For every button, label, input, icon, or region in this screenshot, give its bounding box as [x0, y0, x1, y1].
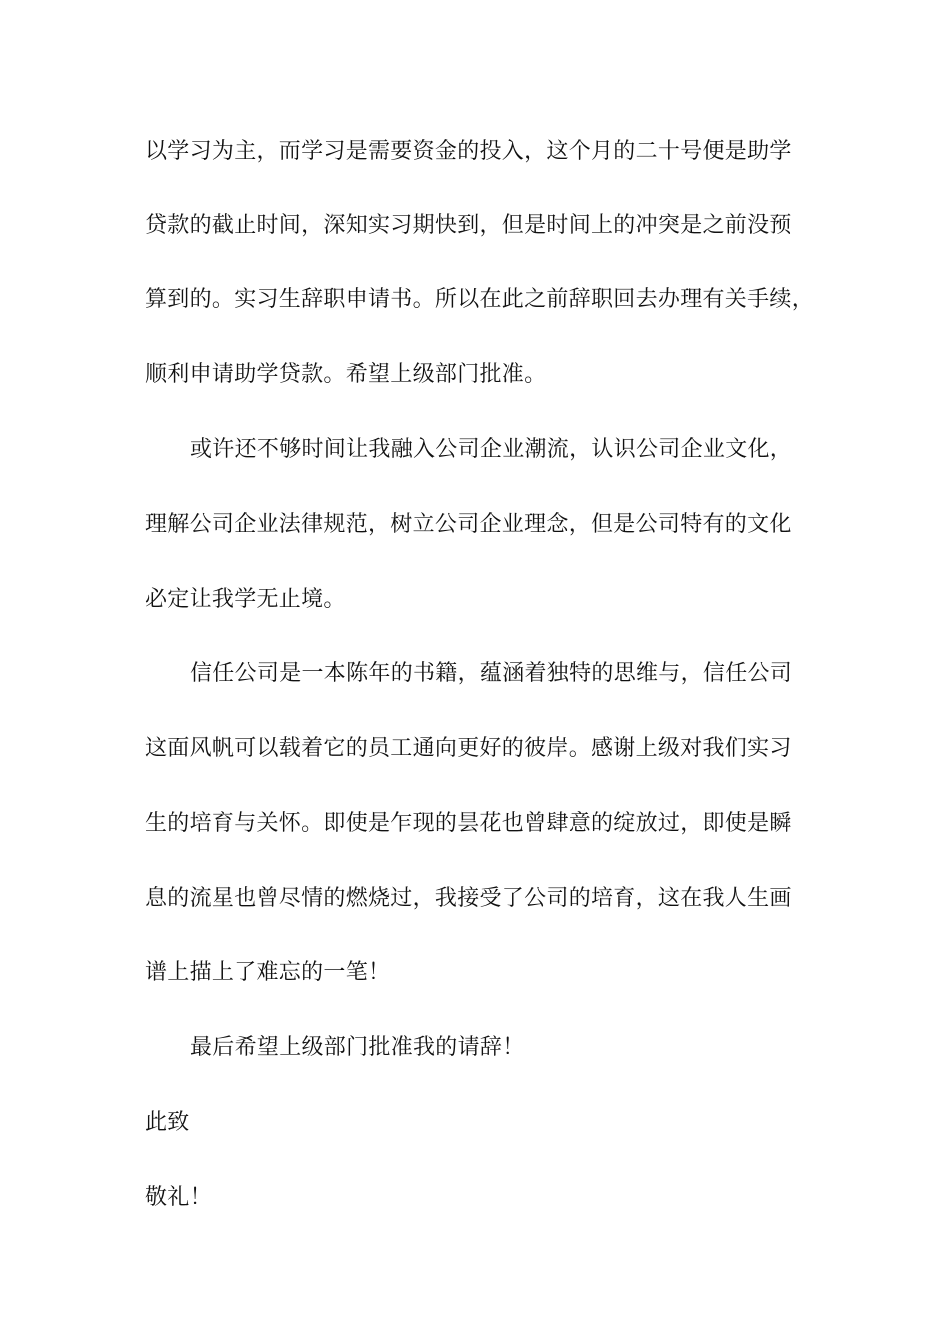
paragraph-2-line-1: 或许还不够时间让我融入公司企业潮流，认识公司企业文化， — [190, 437, 793, 462]
paragraph-3-line-4: 息的流星也曾尽情的燃烧过，我接受了公司的培育，这在我人生画 — [145, 886, 792, 911]
closing-request: 最后希望上级部门批准我的请辞！ — [190, 1035, 525, 1060]
salutation-jingli: 敬礼！ — [145, 1185, 212, 1210]
paragraph-3-line-2: 这面风帆可以载着它的员工通向更好的彼岸。感谢上级对我们实习 — [145, 736, 792, 761]
paragraph-2-line-3: 必定让我学无止境。 — [145, 587, 346, 612]
salutation-cizhi: 此致 — [145, 1110, 190, 1135]
paragraph-1-line-2: 贷款的截止时间，深知实习期快到，但是时间上的冲突是之前没预 — [145, 213, 792, 238]
paragraph-1-line-4: 顺利申请助学贷款。希望上级部门批准。 — [145, 362, 547, 387]
paragraph-3-line-3: 生的培育与关怀。即使是乍现的昙花也曾肆意的绽放过，即使是瞬 — [145, 811, 792, 836]
paragraph-1-line-3: 算到的。实习生辞职申请书。所以在此之前辞职回去办理有关手续， — [145, 287, 815, 312]
paragraph-3-line-1: 信任公司是一本陈年的书籍，蕴涵着独特的思维与，信任公司 — [190, 661, 793, 686]
paragraph-2-line-2: 理解公司企业法律规范，树立公司企业理念，但是公司特有的文化 — [145, 512, 792, 537]
paragraph-1-line-1: 以学习为主，而学习是需要资金的投入，这个月的二十号便是助学 — [145, 139, 792, 164]
paragraph-3-line-5: 谱上描上了难忘的一笔！ — [145, 960, 391, 985]
